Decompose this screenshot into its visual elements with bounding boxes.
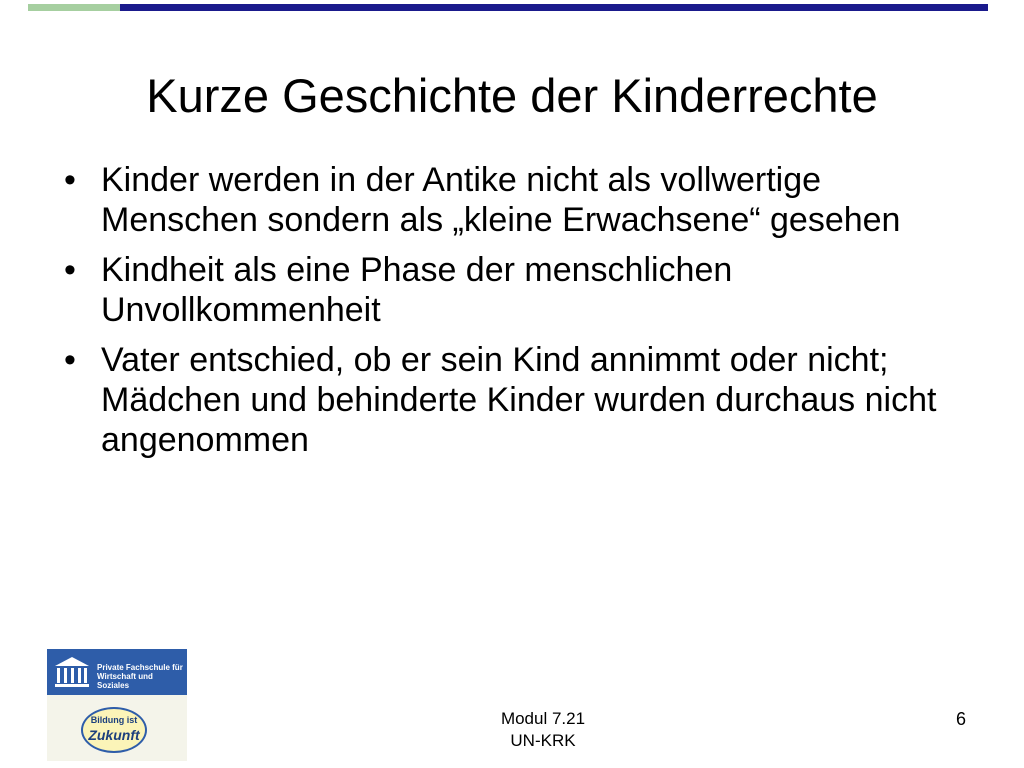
building-icon [53, 655, 91, 689]
bullet-text: Kindheit als eine Phase der menschlichen Unvollkommenheit [101, 251, 733, 329]
logo-line-1: Private Fachschule für [97, 663, 183, 672]
page-number: 6 [955, 709, 966, 729]
logo-badge [81, 707, 147, 753]
footer-module: Modul 7.21 [500, 709, 586, 728]
logo-header [47, 649, 187, 695]
school-logo [47, 649, 187, 761]
top-accent-bar-green [28, 4, 120, 11]
top-accent-bar-navy [120, 4, 988, 11]
footer-subject: UN-KRK [510, 731, 576, 750]
bullet-item [55, 160, 955, 240]
logo-text [97, 663, 185, 690]
footer-center [468, 708, 618, 752]
logo-line-2: Wirtschaft und Soziales [97, 672, 153, 690]
bullet-text: Vater entschied, ob er sein Kind annimmt oder nicht; Mädchen und behinderte Kinder wurden durchaus nicht angenommen [101, 341, 937, 459]
logo-badge-line-1: Bildung ist [90, 715, 138, 725]
bullet-marker: • [64, 341, 76, 379]
bullet-marker: • [64, 251, 76, 289]
bullet-text: Kinder werden in der Antike nicht als vollwertige Menschen sondern als „kleine Erwachsene“ gesehen [101, 161, 901, 239]
slide-title: Kurze Geschichte der Kinderrechte [146, 69, 878, 122]
logo-badge-line-2: Zukunft [88, 727, 140, 743]
bullet-item [55, 250, 955, 330]
bullet-item [55, 340, 955, 460]
bullet-list [55, 160, 955, 470]
bullet-marker: • [64, 161, 76, 199]
